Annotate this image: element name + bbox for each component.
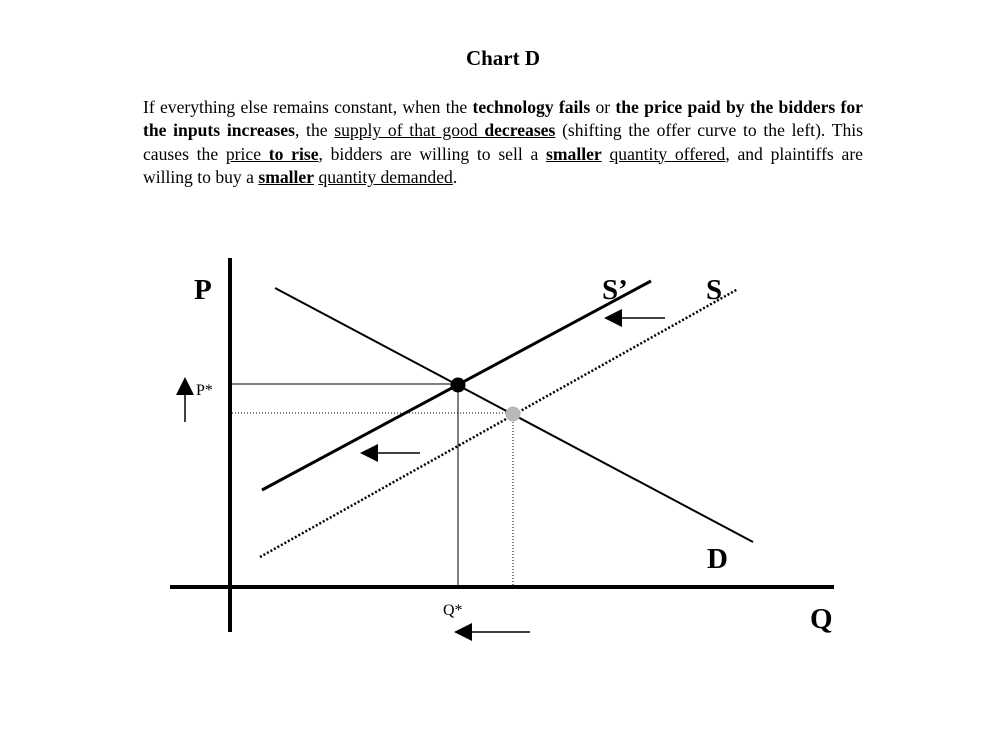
paragraph-run: the price paid by the bidders for the inputs increases	[143, 97, 863, 141]
paragraph-run: decreases	[484, 120, 556, 141]
paragraph-run: quantity demanded	[318, 166, 453, 187]
paragraph-run: , the	[294, 120, 335, 141]
equilibrium-price-label: P*	[196, 382, 213, 399]
paragraph-run: , and plaintiffs are willing to buy a	[143, 143, 863, 187]
paragraph-run: smaller	[546, 143, 602, 164]
paragraph-run: If everything else remains constant, when the	[143, 97, 473, 117]
demand-label: D	[707, 543, 728, 575]
paragraph-run: .	[452, 166, 458, 187]
old-supply-label: S	[706, 274, 723, 306]
supply-shift-arrow-lower	[360, 444, 420, 462]
price-increase-arrow	[176, 377, 194, 422]
paragraph-run: smaller	[258, 166, 315, 187]
paragraph-run: price	[225, 143, 269, 164]
supply-shift-arrow-upper	[604, 309, 665, 327]
quantity-decrease-arrow	[454, 623, 530, 641]
chart-title: Chart D	[465, 46, 541, 70]
original-supply-curve	[260, 289, 738, 557]
old-equilibrium-point	[506, 407, 521, 422]
paragraph-run: technology fails	[472, 97, 591, 117]
paragraph-run: supply of that good	[334, 120, 485, 141]
paragraph-run: quantity offered	[609, 143, 726, 164]
paragraph-run: to rise	[268, 143, 319, 164]
new-supply-label: S’	[602, 274, 628, 306]
quantity-axis-label: Q	[810, 603, 833, 635]
equilibrium-quantity-label: Q*	[443, 602, 463, 619]
paragraph-run: or	[590, 97, 616, 117]
paragraph-run: (shifting the offer curve to the left). This causes the	[143, 120, 864, 164]
paragraph-run: , bidders are willing to sell a	[318, 143, 547, 164]
price-axis-label: P	[194, 274, 212, 306]
new-equilibrium-point	[451, 378, 466, 393]
